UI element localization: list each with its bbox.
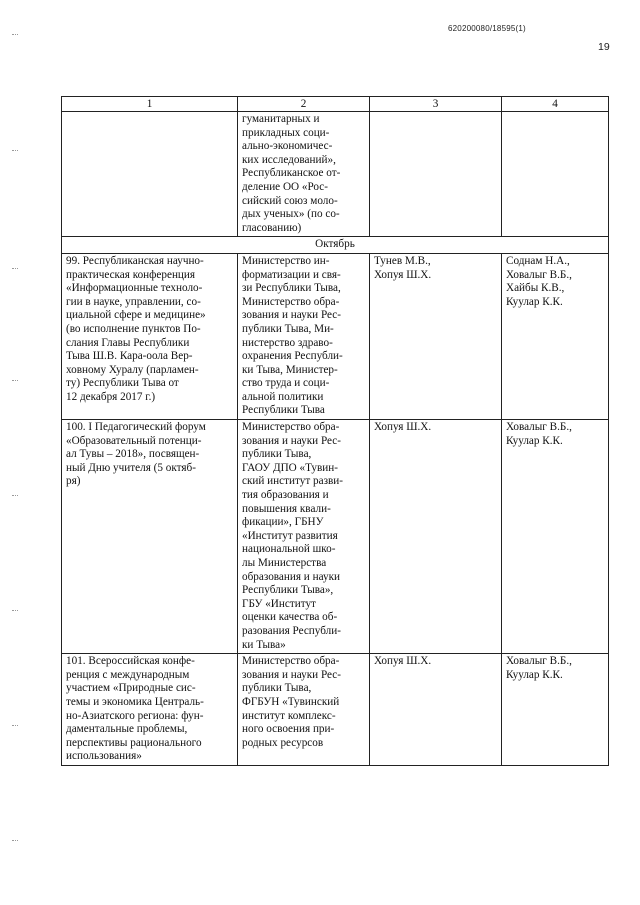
executors-cell: Соднам Н.А., Ховалыг В.Б., Хайбы К.В., Куулар К.К.: [502, 253, 609, 419]
executors-cell: Ховалыг В.Б., Куулар К.К.: [502, 420, 609, 654]
event-cell: 101. Всероссийская конфе- ренция с международным участием «Природные сис- темы и экономика Централь- но-Азиатского региона: фун- даментальные проблемы, перспективы рационального использования»: [62, 654, 238, 766]
column-header: 4: [502, 97, 609, 112]
margin-mark: [12, 840, 18, 843]
event-cell: [62, 112, 238, 237]
table-header-row: [62, 97, 609, 112]
margin-mark: [12, 495, 18, 498]
margin-mark: [12, 380, 18, 383]
table-row: [62, 654, 609, 766]
organizers-cell: Министерство ин- форматизации и свя- зи Республики Тыва, Министерство обра- зования и науки Рес- публики Тыва, Ми- нистерство здраво- охранения Республи- ки Тыва, Министер- ство труда и соци- альной политики Республики Тыва: [238, 253, 370, 419]
month-row: [62, 237, 609, 254]
margin-mark: [12, 150, 18, 153]
events-table: [61, 96, 609, 766]
column-header: 1: [62, 97, 238, 112]
page-number: 19: [598, 41, 610, 53]
column-header: 2: [238, 97, 370, 112]
organizers-cell: гуманитарных и прикладных соци- ально-экономичес- ких исследований», Республиканское от- деление ОО «Рос- сийский союз моло- дых ученых» (по со- гласованию): [238, 112, 370, 237]
margin-mark: [12, 268, 18, 271]
responsible-cell: Тунев М.В., Хопуя Ш.Х.: [370, 253, 502, 419]
executors-cell: Ховалыг В.Б., Куулар К.К.: [502, 654, 609, 766]
table-row: [62, 253, 609, 419]
column-header: 3: [370, 97, 502, 112]
table-row: [62, 112, 609, 237]
margin-mark: [12, 725, 18, 728]
event-cell: 99. Республиканская научно- практическая конференция «Информационные техноло- гии в науке, управлении, со- циальной сфере и медицине» (во исполнение пунктов По- слания Главы Республики Тыва Ш.В. Кара-оола Вер- ховному Хуралу (парламен- ту) Республики Тыва от 12 декабря 2017 г.): [62, 253, 238, 419]
organizers-cell: Министерство обра- зования и науки Рес- публики Тыва, ФГБУН «Тувинский институт комплекс- ного освоения при- родных ресурсов: [238, 654, 370, 766]
responsible-cell: Хопуя Ш.Х.: [370, 420, 502, 654]
executors-cell: [502, 112, 609, 237]
month-label: Октябрь: [62, 237, 609, 254]
organizers-cell: Министерство обра- зования и науки Рес- публики Тыва, ГАОУ ДПО «Тувин- ский институт разви- тия образования и повышения квали- фикации», ГБНУ «Институт развития национальной шко- лы Министерства образования и науки Республики Тыва», ГБУ «Институт оценки качества об- разования Республи- ки Тыва»: [238, 420, 370, 654]
responsible-cell: [370, 112, 502, 237]
margin-mark: [12, 610, 18, 613]
table-row: [62, 420, 609, 654]
document-id: 620200080/18595(1): [448, 24, 526, 33]
margin-mark: [12, 34, 18, 37]
responsible-cell: Хопуя Ш.Х.: [370, 654, 502, 766]
event-cell: 100. I Педагогический форум «Образовательный потенци- ал Тувы – 2018», посвящен- ный Дню учителя (5 октяб- ря): [62, 420, 238, 654]
